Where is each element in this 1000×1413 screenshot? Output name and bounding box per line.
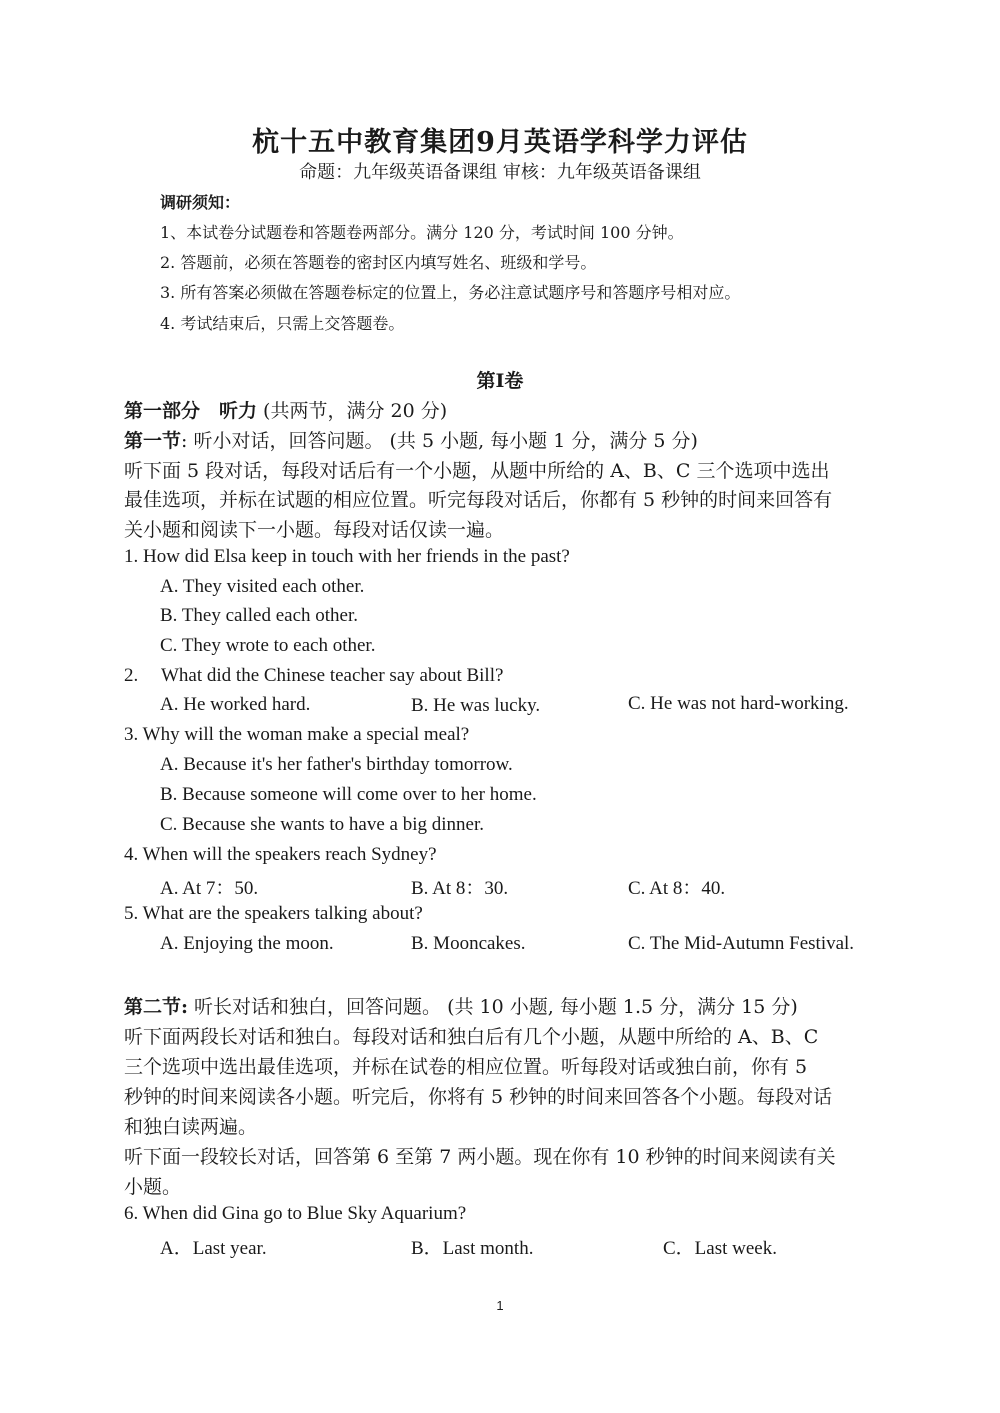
option-3b: B. Because someone will come over to her home. <box>160 784 537 805</box>
question-text: What did the Chinese teacher say about Bill? <box>161 665 504 686</box>
notice-item: 4. 考试结束后，只需上交答题卷。 <box>160 314 405 333</box>
option-2a: A. He worked hard. <box>160 694 311 715</box>
option-4b: B. At 8：30. <box>411 878 509 899</box>
option-4c: C. At 8：40. <box>628 878 726 899</box>
question-text: Why will the woman make a special meal? <box>142 724 470 745</box>
option-5c: C. The Mid-Autumn Festival. <box>628 933 855 954</box>
option-3a: A. Because it's her father's birthday tomorrow. <box>160 754 513 775</box>
option-3c: C. Because she wants to have a big dinner. <box>160 814 484 835</box>
option-5b: B. Mooncakes. <box>411 933 526 954</box>
section2-heading-detail: 听长对话和独白，回答问题。 (共 10 小题, 每小题 1.5 分，满分 15 分) <box>188 996 798 1018</box>
option-6c: C．Last week. <box>663 1238 777 1259</box>
part1-heading-label: 第一部分 听力 <box>124 400 258 422</box>
exam-title: 杭十五中教育集团9月英语学科学力评估 <box>252 127 748 158</box>
question-text: What are the speakers talking about? <box>142 903 423 924</box>
notice-heading: 调研须知： <box>160 193 241 212</box>
option-2b: B. He was lucky. <box>411 695 541 716</box>
option-6b: B．Last month. <box>411 1238 534 1259</box>
question-number: 3. <box>124 724 139 745</box>
question-text: When will the speakers reach Sydney? <box>142 844 437 865</box>
option-1b: B. They called each other. <box>160 605 359 626</box>
question-number: 5. <box>124 903 139 924</box>
option-2c: C. He was not hard-working. <box>628 693 849 714</box>
part1-heading <box>124 396 447 423</box>
question-2 <box>124 665 503 687</box>
option-1c: C. They wrote to each other. <box>160 635 376 656</box>
question-3 <box>124 724 469 746</box>
question-number: 4. <box>124 844 139 865</box>
section2-instruction: 和独白读两遍。 <box>124 1116 258 1138</box>
option-5a: A. Enjoying the moon. <box>160 933 334 954</box>
question-number: 2. <box>124 665 139 686</box>
section1-heading-label: 第一节 <box>124 430 182 452</box>
volume-title: 第I卷 <box>476 370 524 392</box>
section1-heading <box>124 426 698 453</box>
section2-heading <box>124 992 798 1019</box>
section1-instruction: 最佳选项，并标在试题的相应位置。听完每段对话后，你都有 5 秒钟的时间来回答有 <box>124 489 833 511</box>
option-1a: A. They visited each other. <box>160 576 365 597</box>
option-6a: A．Last year. <box>160 1238 267 1259</box>
question-text: When did Gina go to Blue Sky Aquarium? <box>142 1203 467 1224</box>
question-1 <box>124 546 570 568</box>
exam-subtitle: 命题：九年级英语备课组 审核：九年级英语备课组 <box>299 162 701 183</box>
section2-sub-instruction: 听下面一段较长对话，回答第 6 至第 7 两小题。现在你有 10 秒钟的时间来阅读有关 <box>124 1146 836 1168</box>
section1-heading-detail: : 听小对话，回答问题。 (共 5 小题, 每小题 1 分，满分 5 分) <box>181 430 698 452</box>
section2-instruction: 听下面两段长对话和独白。每段对话和独白后有几个小题，从题中所给的 A、B、C <box>124 1026 819 1048</box>
section1-instruction: 关小题和阅读下一小题。每段对话仅读一遍。 <box>124 519 505 541</box>
page-number: 1 <box>496 1298 504 1313</box>
option-4a: A. At 7：50. <box>160 878 259 899</box>
part1-heading-detail: (共两节，满分 20 分) <box>257 400 448 422</box>
question-text: How did Elsa keep in touch with her friends in the past? <box>143 546 570 567</box>
section2-sub-instruction: 小题。 <box>124 1176 182 1198</box>
notice-item: 2. 答题前，必须在答题卷的密封区内填写姓名、班级和学号。 <box>160 253 597 272</box>
section1-instruction: 听下面 5 段对话，每段对话后有一个小题，从题中所给的 A、B、C 三个选项中选出 <box>124 460 830 482</box>
question-number: 6. <box>124 1203 139 1224</box>
question-4 <box>124 844 437 866</box>
question-5 <box>124 903 423 925</box>
section2-instruction: 三个选项中选出最佳选项，并标在试卷的相应位置。听每段对话或独白前，你有 5 <box>124 1056 808 1078</box>
notice-item: 1、本试卷分试题卷和答题卷两部分。满分 120 分，考试时间 100 分钟。 <box>160 223 684 242</box>
section2-heading-label: 第二节: <box>124 996 189 1018</box>
section2-instruction: 秒钟的时间来阅读各小题。听完后，你将有 5 秒钟的时间来回答各个小题。每段对话 <box>124 1086 833 1108</box>
question-number: 1. <box>124 546 139 567</box>
question-6 <box>124 1203 466 1225</box>
notice-item: 3. 所有答案必须做在答题卷标定的位置上，务必注意试题序号和答题序号相对应。 <box>160 283 741 302</box>
